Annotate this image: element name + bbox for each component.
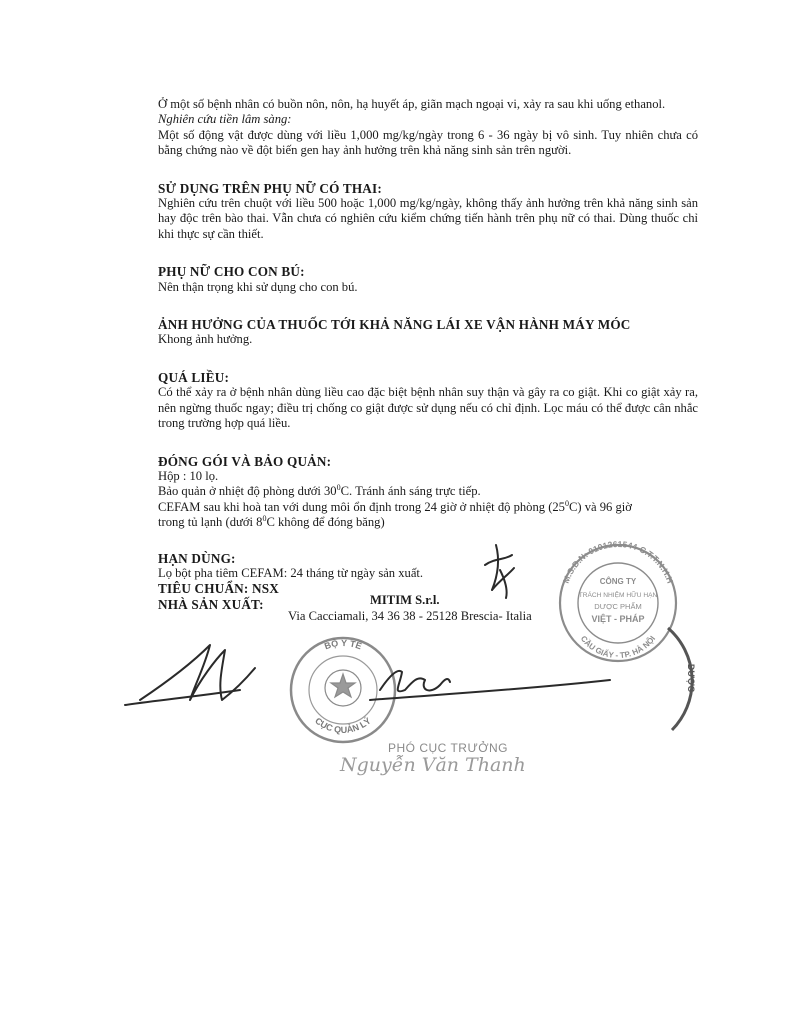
overdose-heading: QUÁ LIỀU: (158, 369, 230, 385)
pregnancy-text: Nghiên cứu trên chuột với liều 500 hoặc 1,000 mg/kg/ngày, không thấy ảnh hưởng trên khả năng sinh sản hay độc trên bào thai. Vẫn chưa có nghiên cứu kiểm chứng tiến hành trên phụ nữ có thai. Dùng thuốc chỉ khi thực sự cần thiết. (158, 196, 698, 241)
driving-heading: ẢNH HƯỞNG CỦA THUỐC TỚI KHẢ NĂNG LÁI XE VẬN HÀNH MÁY MÓC (158, 317, 631, 333)
packaging-box: Hộp : 10 lọ. (158, 468, 219, 483)
partial-stamp-right (668, 628, 696, 730)
national-emblem-icon (325, 670, 361, 706)
pregnancy-heading: SỬ DỤNG TRÊN PHỤ NỮ CÓ THAI: (158, 180, 382, 196)
expiry-text: Lọ bột pha tiêm CEFAM: 24 tháng từ ngày sản xuất. (158, 565, 424, 580)
company-stamp-line4: VIỆT - PHÁP (591, 614, 645, 624)
manufacturer-label: NHÀ SẢN XUẤT: (158, 596, 264, 612)
breastfeeding-text: Nên thận trọng khi sử dụng cho con bú. (158, 279, 358, 294)
preclinical-heading: Nghiên cứu tiền lâm sàng: (158, 112, 292, 127)
company-stamp-line1: CÔNG TY (599, 577, 637, 586)
adverse-effects-ethanol: Ở một số bệnh nhân có buồn nôn, nôn, hạ huyết áp, giãn mạch ngoại vi, xảy ra sau khi uống ethanol. (158, 97, 666, 111)
company-stamp-code: M.S.D.N: 0101261544-C.T.T.N.H.H (560, 538, 676, 585)
company-stamp-line3: DƯỢC PHẨM (594, 602, 642, 611)
packaging-refrigeration: trong tủ lạnh (dưới $8^0C$ không để đóng băng) (158, 513, 385, 530)
ministry-seal-top: BỘ Y TẾ (322, 637, 364, 652)
packaging-reconstitution: CEFAM sau khi hoà tan với dung môi ổn định trong 24 giờ ở nhiệt độ phòng $(25^0C)$ và 96 giờ (158, 498, 632, 514)
signer-name: Nguyễn Văn Thanh (340, 754, 526, 776)
company-stamp-bottom: CẦU GIẤY - TP. HÀ NỘI (578, 634, 658, 661)
breastfeeding-heading: PHỤ NỮ CHO CON BÚ: (158, 264, 305, 280)
preclinical-text: Một số động vật được dùng với liều 1,000 mg/kg/ngày trong 6 - 36 ngày bị vô sinh. Tuy nhiên chưa có bằng chứng nào về đột biến gen hay ảnh hưởng trên khả năng sinh sản trên người. (158, 127, 698, 158)
ministry-seal-bottom: CỤC QUẢN LÝ (313, 715, 373, 735)
expiry-heading: HẠN DÙNG: (158, 550, 236, 566)
packaging-heading: ĐÓNG GÓI VÀ BẢO QUẢN: (158, 453, 332, 469)
signer-title: PHÓ CỤC TRƯỞNG (388, 741, 508, 755)
partial-stamp-text: DƯỢC (686, 663, 696, 693)
overdose-text: Có thể xảy ra ở bệnh nhân dùng liều cao đặc biệt bệnh nhân suy thận và gây ra co giật. Khi co giật xảy ra, nên ngừng thuốc ngay; điều trị chống co giật được sử dụng nếu có chỉ định. Lọc máu có thể được cân nhắc trong trường hợp quá liều. (158, 385, 698, 431)
director-signature (125, 645, 610, 705)
company-stamp-line2: TRÁCH NHIỆM HỮU HẠN (578, 592, 658, 599)
ministry-seal (291, 637, 395, 742)
packaging-storage: Bảo quản ở nhiệt độ phòng dưới $30^0C$. Tránh ánh sáng trực tiếp. (158, 483, 481, 499)
driving-text: Khong ảnh hưởng. (158, 332, 253, 347)
manufacturer-name: MITIM S.r.l. (370, 593, 440, 607)
document-body (158, 97, 698, 612)
manufacturer-address: Via Cacciamali, 34 36 38 - 25128 Brescia- Italia (288, 609, 532, 623)
standard-label: TIÊU CHUẨN: NSX (158, 581, 279, 597)
